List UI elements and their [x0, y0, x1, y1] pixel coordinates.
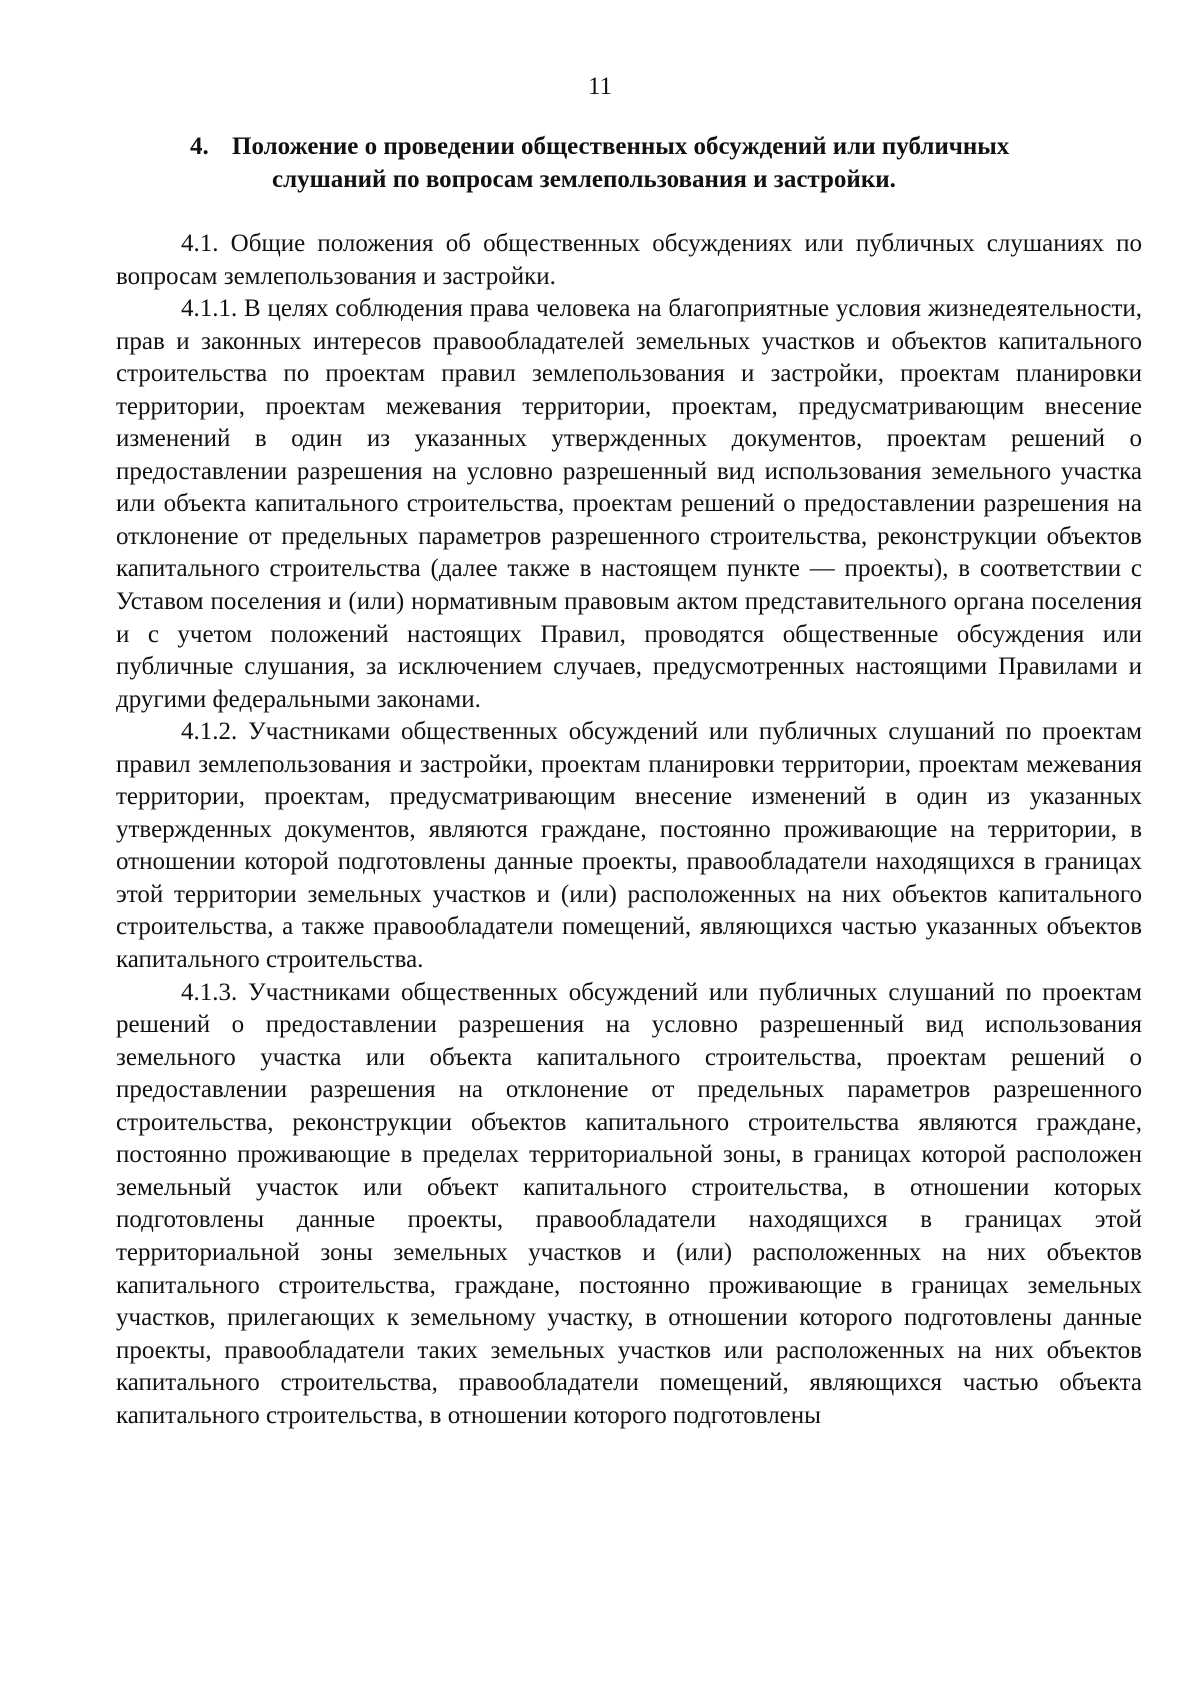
section-title-line1: Положение о проведении общественных обсуждений или публичных: [232, 133, 1010, 160]
paragraph-4-1-3: 4.1.3. Участниками общественных обсуждений или публичных слушаний по проектам решений о предоставлении разрешения на условно разрешенный вид использования земельного участка или объекта капитального строительства, проектам решений о предоставлении разрешения на отклонение от предельных параметров разрешенного строительства, реконструкции объектов капитального строительства являются граждане, постоянно проживающие в пределах территориальной зоны, в границах которой расположен земельный участок или объект капитального строительства, в отношении которых подготовлены данные проекты, правообладатели находящихся в границах этой территориальной зоны земельных участков и (или) расположенных на них объектов капитального строительства, граждане, постоянно проживающие в границах земельных участков, прилегающих к земельному участку, в отношении которого подготовлены данные проекты, правообладатели таких земельных участков или расположенных на них объектов капитального строительства, правообладатели помещений, являющихся частью объекта капитального строительства, в отношении которого подготовлены: [116, 978, 1142, 1429]
document-body: [116, 228, 1142, 1432]
paragraph-4-1-2: 4.1.2. Участниками общественных обсуждений или публичных слушаний по проектам правил землепользования и застройки, проектам планировки территории, проектам межевания территории, проектам, предусматривающим внесение изменений в один из указанных утвержденных документов, являются граждане, постоянно проживающие на территории, в отношении которой подготовлены данные проекты, правообладатели находящихся в границах этой территории земельных участков и (или) расположенных на них объектов капитального строительства, а также правообладатели помещений, являющихся частью указанных объектов капитального строительства.: [116, 718, 1142, 974]
section-title-line2: слушаний по вопросам землепользования и застройки.: [272, 166, 896, 193]
page-number: 11: [587, 73, 613, 100]
paragraph-4-1: 4.1. Общие положения об общественных обсуждениях или публичных слушаниях по вопросам землепользования и застройки.: [116, 230, 1142, 290]
paragraph-4-1-1: 4.1.1. В целях соблюдения права человека на благоприятные условия жизнедеятельности, прав и законных интересов правообладателей земельных участков и объектов капитального строительства по проектам правил землепользования и застройки, проектам планировки территории, проектам межевания территории, проектам, предусматривающим внесение изменений в один из указанных утвержденных документов, проектам решений о предоставлении разрешения на условно разрешенный вид использования земельного участка или объекта капитального строительства, проектам решений о предоставлении разрешения на отклонение от предельных параметров разрешенного строительства, реконструкции объектов капитального строительства (далее также в настоящем пункте — проекты), в соответствии с Уставом поселения и (или) нормативным правовым актом представительного органа поселения и с учетом положений настоящих Правил, проводятся общественные обсуждения или публичные слушания, за исключением случаев, предусмотренных настоящими Правилами и другими федеральными законами.: [116, 295, 1142, 713]
section-number: 4.: [190, 133, 209, 160]
section-heading: [190, 130, 1140, 196]
